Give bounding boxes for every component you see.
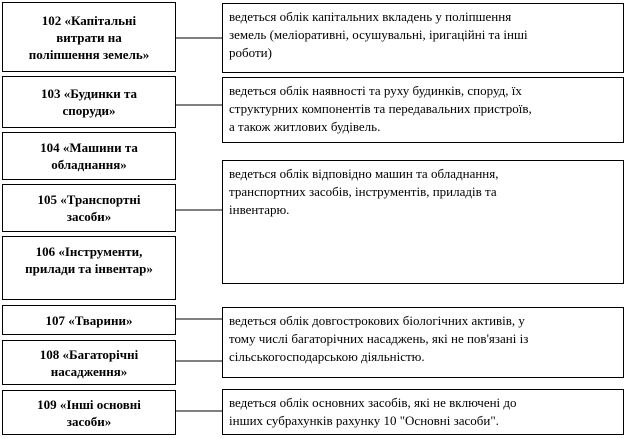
account-103 [2, 76, 176, 128]
account-107 [2, 305, 176, 335]
account-label: 109 «Інші основні засоби» [37, 396, 141, 429]
description-103 [222, 77, 624, 143]
account-108 [2, 340, 176, 385]
account-106 [2, 236, 176, 300]
description-text: ведеться облік капітальних вкладень у поліпшення земель (меліоративні, осушувальні, іригаційні та інші роботи) [229, 9, 528, 60]
account-102 [2, 2, 176, 72]
description-102 [222, 3, 624, 73]
description-text: ведеться облік наявності та руху будинків, споруд, їх структурних компонентів та передавальних пристроїв, а також житлових будівель. [229, 83, 532, 134]
description-text: ведеться облік відповідно машин та обладнання, транспортних засобів, інструментів, приладів та інвентарю. [229, 166, 499, 217]
description-109 [222, 389, 624, 435]
account-104 [2, 132, 176, 180]
account-label: 105 «Транспортні засоби» [37, 192, 141, 224]
account-label: 102 «Капітальні витрати на поліпшення земель» [28, 12, 150, 62]
description-104-106 [222, 160, 624, 284]
description-text: ведеться облік основних засобів, які не включені до інших субрахунків рахунку 10 "Основні засоби". [229, 395, 517, 428]
account-label: 103 «Будинки та споруди» [40, 86, 138, 118]
account-109 [2, 390, 176, 435]
account-label: 108 «Багаторічні насадження» [39, 346, 139, 379]
account-label: 106 «Інструменти, прилади та інвентар» [25, 244, 153, 276]
description-107-108 [222, 307, 624, 378]
description-text: ведеться облік довгострокових біологічних активів, у тому числі багаторічних насаджень, які не пов'язані із сільськогосподарською діяльністю. [229, 313, 529, 364]
account-label: 104 «Машини та обладнання» [40, 140, 138, 172]
account-label: 107 «Тварини» [45, 312, 133, 328]
account-105 [2, 184, 176, 232]
